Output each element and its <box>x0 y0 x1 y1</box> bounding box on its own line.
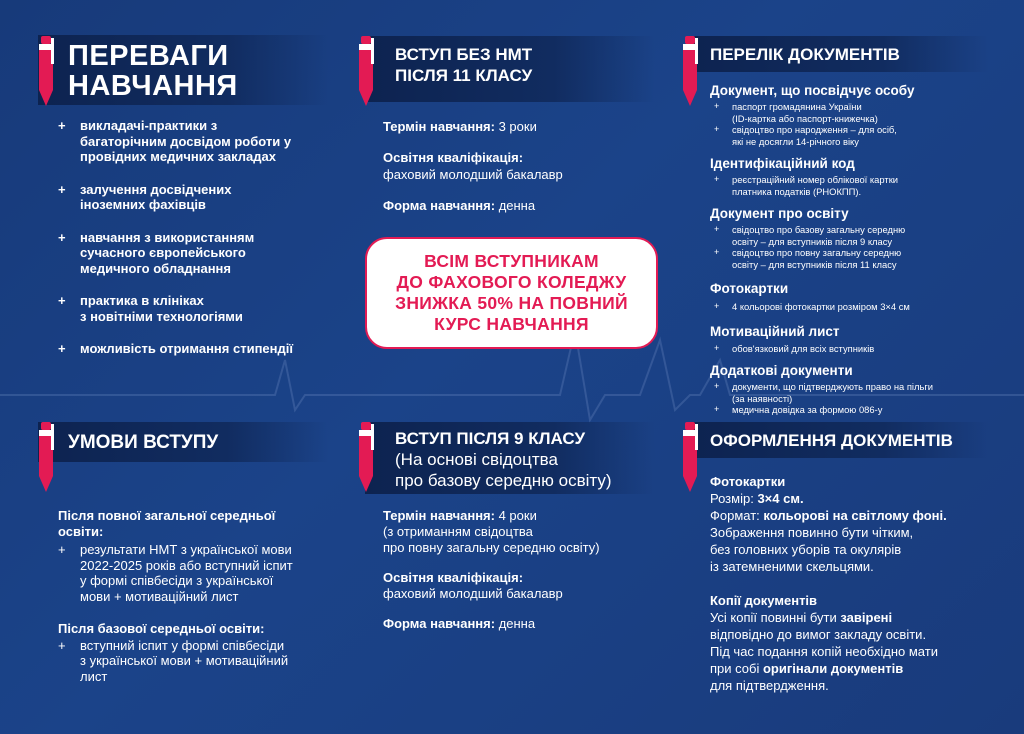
section-heading: Мотиваційний лист <box>710 323 840 339</box>
section-heading: Додаткові документи <box>710 363 853 378</box>
docs-format-body <box>710 473 1010 694</box>
photo-heading: Фотокартки <box>710 474 786 489</box>
nmt-header <box>365 36 655 102</box>
conditions-list <box>58 542 328 604</box>
list-item: + медична довідка за формою 086-у <box>710 404 1010 416</box>
list-item: + викладачі-практики з багаторічним досвідом роботи у провідних медичних закладах <box>58 118 328 165</box>
nmt-title-line2: ПІСЛЯ 11 КЛАСУ <box>395 66 533 85</box>
list-item: + паспорт громадянина України (ID-картка або паспорт-книжечка) <box>710 101 1010 124</box>
format-value: кольорові на світлому фоні. <box>763 508 947 523</box>
copies-text: відповідно до вимог закладу освіти. <box>710 627 927 642</box>
list-item: + свідоцтво про базову загальну середню освіту – для вступників після 9 класу <box>710 224 1010 247</box>
copies-text: Усі копії повинні бути <box>710 610 841 625</box>
after9-header <box>365 422 655 494</box>
qualification-label: Освітня кваліфікація: <box>383 150 524 165</box>
list-item: + вступний іспит у формі співбесіди з української мови + мотиваційний лист <box>58 638 328 685</box>
conditions-body <box>58 508 328 684</box>
conditions-list <box>58 638 328 685</box>
photo-text: із затемненими скельцями. <box>710 559 874 574</box>
pen-icon <box>680 422 700 494</box>
pen-icon <box>356 36 376 108</box>
discount-badge <box>365 237 658 349</box>
photo-text: без головних уборів та окулярів <box>710 542 902 557</box>
list-item: + можливість отримання стипендії <box>58 341 328 357</box>
list-item: + свідоцтво про народження – для осіб, які не досягли 14-річного віку <box>710 124 1010 147</box>
after9-title-line3: про базову середню освіту) <box>395 471 612 490</box>
section-heading: Документ, що посвідчує особу <box>710 83 915 98</box>
list-item: + свідоцтво про повну загальну середню освіту – для вступників після 11 класу <box>710 247 1010 270</box>
conditions-group-heading: Після повної загальної середньої освіти: <box>58 508 276 539</box>
after9-details <box>383 508 663 632</box>
section-list <box>710 381 1010 416</box>
pen-icon <box>36 36 56 108</box>
conditions-title: УМОВИ ВСТУПУ <box>68 432 219 453</box>
form-value: денна <box>495 616 536 631</box>
promo-line: ВСІМ ВСТУПНИКАМ <box>424 251 599 271</box>
section-heading: Фотокартки <box>710 281 789 296</box>
term-label: Термін навчання: <box>383 508 495 523</box>
section-list <box>710 224 1010 270</box>
advantages-header <box>38 35 328 105</box>
term-note: (з отриманням свідоцтва <box>383 524 533 539</box>
conditions-group-heading: Після базової середньої освіти: <box>58 621 265 636</box>
nmt-details <box>383 118 653 214</box>
size-value: 3×4 см. <box>757 491 804 506</box>
copies-bold: завірені <box>840 610 893 625</box>
list-item: + документи, що підтверджують право на пільги (за наявності) <box>710 381 1010 404</box>
pen-icon <box>680 36 700 108</box>
section-list <box>710 301 1010 313</box>
pen-icon <box>36 422 56 494</box>
after9-title-line1: ВСТУП ПІСЛЯ 9 КЛАСУ <box>395 429 586 448</box>
section-list <box>710 101 1010 147</box>
form-value: денна <box>495 198 536 213</box>
copies-heading: Копії документів <box>710 593 818 608</box>
list-item: + обов'язковий для всіх вступників <box>710 343 1010 355</box>
term-label: Термін навчання: <box>383 119 495 134</box>
list-item: + залучення досвідчених іноземних фахівців <box>58 182 328 213</box>
docs-list-title: ПЕРЕЛІК ДОКУМЕНТІВ <box>710 45 900 64</box>
list-item: + результати НМТ з української мови 2022-2025 років або вступний іспит у формі співбесіди з української мови + мотиваційний лист <box>58 542 328 604</box>
promo-line: КУРС НАВЧАННЯ <box>434 314 589 334</box>
docs-list-body <box>710 83 1010 416</box>
copies-text: при собі <box>710 661 763 676</box>
docs-format-header <box>688 422 988 458</box>
section-heading: Ідентифікаційний код <box>710 156 855 171</box>
pen-icon <box>356 422 376 494</box>
size-prefix: Розмір: <box>710 491 758 506</box>
section-heading: Документ про освіту <box>710 206 849 221</box>
list-item: + 4 кольорові фотокартки розміром 3×4 см <box>710 301 1010 313</box>
promo-line: ЗНИЖКА 50% НА ПОВНИЙ <box>395 293 628 313</box>
conditions-header <box>38 422 328 462</box>
photo-text: Зображення повинно бути чітким, <box>710 525 914 540</box>
format-prefix: Формат: <box>710 508 764 523</box>
advantages-title-line1: ПЕРЕВАГИ <box>68 40 229 72</box>
qualification-label: Освітня кваліфікація: <box>383 570 524 585</box>
qualification-value: фаховий молодший бакалавр <box>383 167 563 182</box>
advantages-list <box>58 118 328 357</box>
form-label: Форма навчання: <box>383 616 496 631</box>
form-label: Форма навчання: <box>383 198 496 213</box>
promo-line: ДО ФАХОВОГО КОЛЕДЖУ <box>396 272 627 292</box>
list-item: + реєстраційний номер облікової картки платника податків (РНОКПП). <box>710 174 1010 197</box>
copies-text: Під час подання копій необхідно мати <box>710 644 938 659</box>
term-note: про повну загальну середню освіту) <box>383 540 600 555</box>
copies-text: для підтвердження. <box>710 678 829 693</box>
docs-format-title: ОФОРМЛЕННЯ ДОКУМЕНТІВ <box>710 431 953 450</box>
term-value: 4 роки <box>494 508 537 523</box>
term-value: 3 роки <box>494 119 537 134</box>
docs-list-header <box>688 36 988 72</box>
qualification-value: фаховий молодший бакалавр <box>383 586 563 601</box>
section-list <box>710 343 1010 355</box>
advantages-title-line2: НАВЧАННЯ <box>68 70 238 102</box>
list-item: + практика в клініках з новітніми технологіями <box>58 293 328 324</box>
section-list <box>710 174 1010 197</box>
nmt-title-line1: ВСТУП БЕЗ НМТ <box>395 45 533 64</box>
copies-bold: оригінали документів <box>762 661 904 676</box>
list-item: + навчання з використанням сучасного європейського медичного обладнання <box>58 230 328 277</box>
after9-title-line2: (На основі свідоцтва <box>395 450 558 469</box>
